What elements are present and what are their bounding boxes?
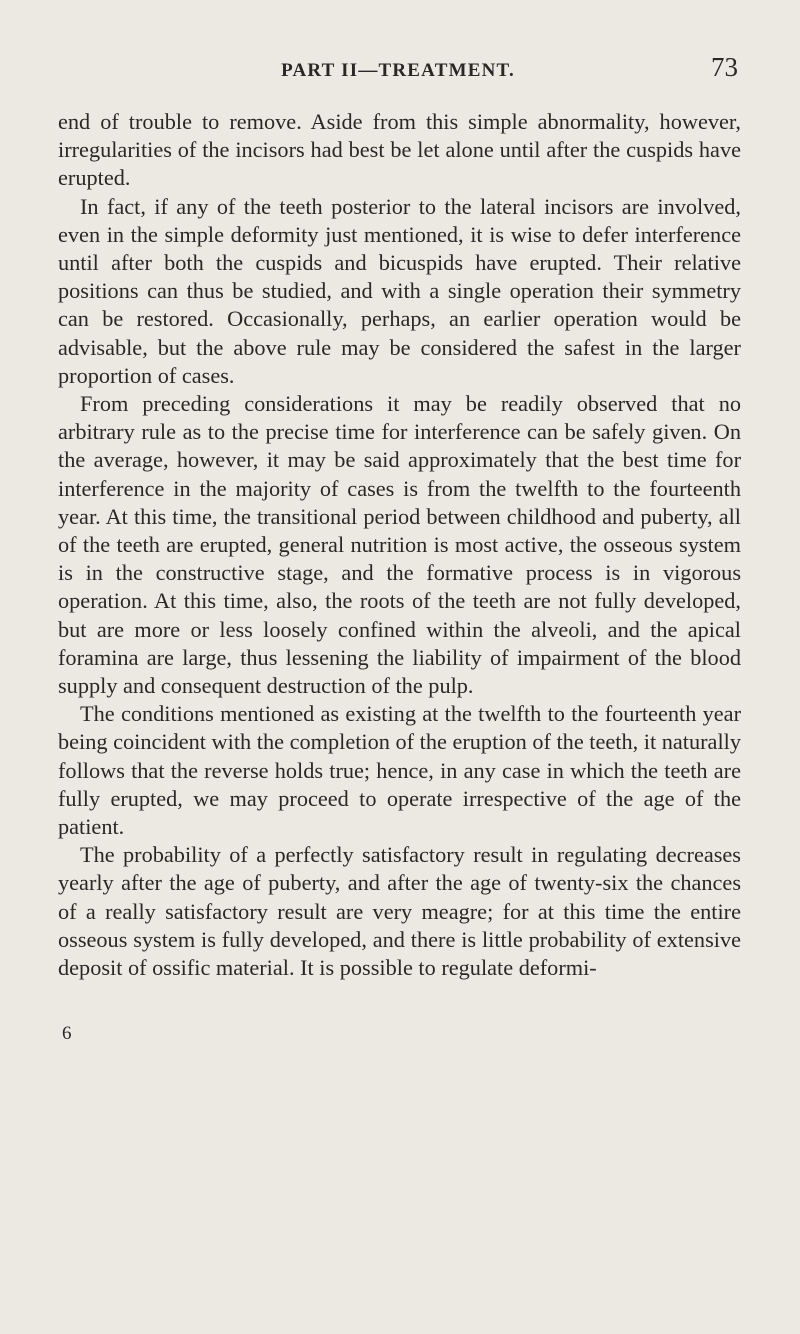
paragraph: The conditions mentioned as existing at the twelfth to the fourteenth year being coincident with the completion of the eruption of the teeth, it naturally follows that the reverse holds true; hence, in any case in which the teeth are fully erupted, we may proceed to operate irrespective of the age of the patient. bbox=[58, 701, 741, 840]
body-text bbox=[58, 108, 741, 982]
paragraph: end of trouble to remove. Aside from this simple abnormality, however, irregularities of the incisors had best be let alone until after the cuspids have erupted. bbox=[58, 109, 741, 191]
signature-mark: 6 bbox=[62, 1023, 72, 1044]
running-head-title: PART II—TREATMENT. bbox=[281, 60, 515, 81]
paragraph: In fact, if any of the teeth posterior to the lateral incisors are involved, even in the simple deformity just mentioned, it is wise to defer interference until after both the cuspids and bicuspids have erupted. Their relative positions can thus be studied, and with a single operation their symmetry can be restored. Occasionally, perhaps, an earlier operation would be advisable, but the above rule may be considered the safest in the larger proportion of cases. bbox=[58, 193, 741, 388]
running-head bbox=[58, 52, 738, 86]
paragraph: From preceding considerations it may be readily observed that no arbitrary rule as to the precise time for interference can be safely given. On the average, however, it may be said approximately that the best time for interference in the majority of cases is from the twelfth to the fourteenth year. At this time, the transitional period between childhood and puberty, all of the teeth are erupted, general nutrition is most active, the osseous system is in the constructive stage, and the formative process is in vigorous operation. At this time, also, the roots of the teeth are not fully developed, but are more or less loosely confined within the alveoli, and the apical foramina are large, thus lessening the liability of impairment of the blood supply and consequent destruction of the pulp. bbox=[58, 391, 741, 699]
page-number: 73 bbox=[711, 52, 738, 82]
paragraph: The probability of a perfectly satisfactory result in regulating decreases yearly after the age of puberty, and after the age of twenty-six the chances of a really satisfactory result are very meagre; for at this time the entire osseous system is fully developed, and there is little probability of extensive deposit of ossific material. It is possible to regulate deformi- bbox=[58, 842, 741, 981]
